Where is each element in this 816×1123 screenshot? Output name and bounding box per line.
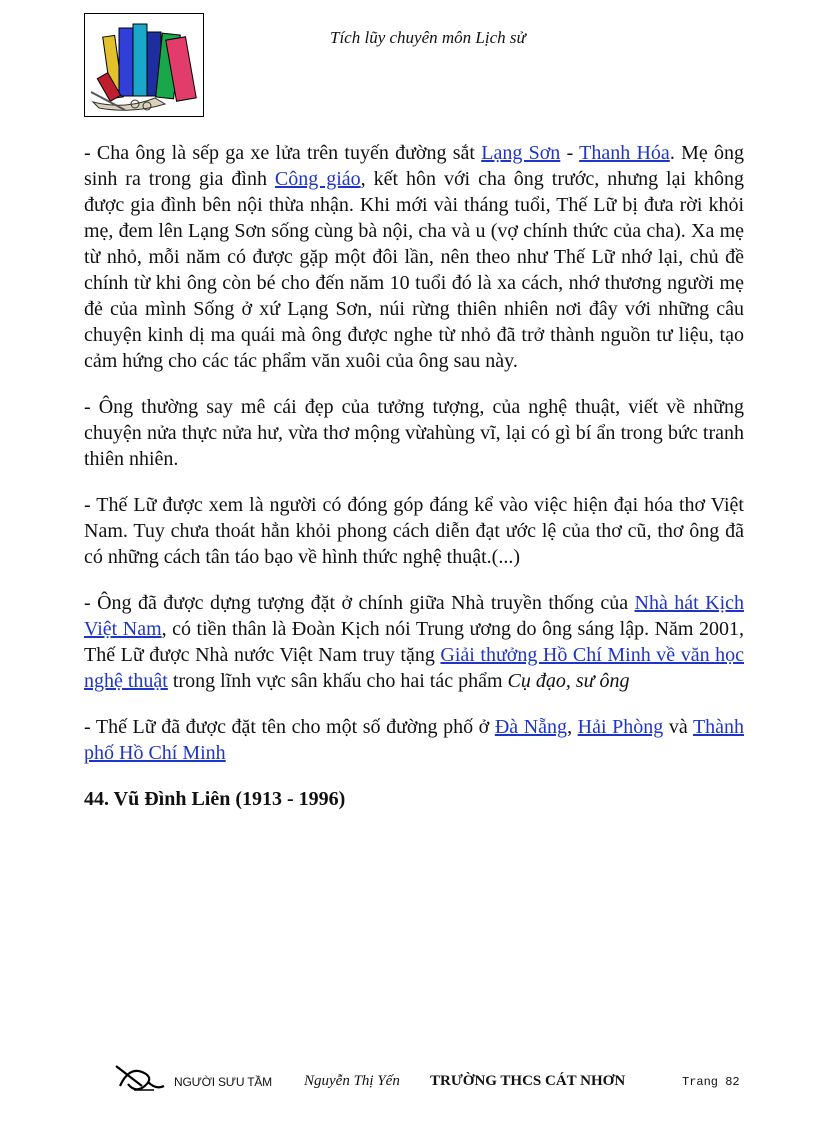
header-title: Tích lũy chuyên môn Lịch sử — [330, 28, 526, 47]
collector-label: NGƯỜI SƯU TẦM — [174, 1075, 272, 1089]
text: và — [663, 716, 693, 738]
text: - Cha ông là sếp ga xe lửa trên tuyến đường sắt — [84, 142, 482, 164]
signature-icon — [112, 1060, 168, 1096]
books-icon — [85, 14, 203, 116]
work-titles: Cụ đạo, sư ông — [507, 670, 630, 692]
text: - — [560, 142, 580, 164]
paragraph-1 — [84, 140, 744, 374]
author-name: Nguyễn Thị Yến — [304, 1073, 400, 1089]
link-nha-hat-kich[interactable]: Nhà hát Kịch Việt Nam — [84, 592, 744, 640]
books-logo — [84, 13, 204, 117]
page-footer — [112, 1060, 752, 1100]
paragraph-4 — [84, 590, 744, 694]
link-cong-giao[interactable]: Công giáo — [274, 168, 361, 190]
link-giai-thuong-hcm[interactable]: Giải thưởng Hồ Chí Minh về văn học nghệ thuật — [84, 644, 744, 692]
text: - Thế Lữ đã được đặt tên cho một số đường phố ở — [84, 716, 495, 738]
paragraph-2: - Ông thường say mê cái đẹp của tưởng tượng, của nghệ thuật, viết về những chuyện nửa thực nửa hư, vừa thơ mộng vừahùng vĩ, lại có gì bí ẩn trong bức tranh thiên nhiên. — [84, 396, 744, 470]
page-number: Trang 82 — [682, 1075, 740, 1089]
text: . Mẹ ông sinh ra trong gia đình — [84, 142, 744, 190]
paragraph-5 — [84, 714, 744, 766]
document-body — [84, 140, 744, 812]
link-tp-hcm[interactable]: Thành phố Hồ Chí Minh — [84, 716, 745, 764]
text: trong lĩnh vực sân khấu cho hai tác phẩm — [167, 670, 508, 692]
school-name: TRƯỜNG THCS CÁT NHƠN — [430, 1073, 626, 1089]
text: , có tiền thân là Đoàn Kịch nói Trung ương do ông sáng lập. Năm 2001, Thế Lữ được Nhà nước Việt Nam truy tặng — [84, 618, 745, 666]
link-hai-phong[interactable]: Hải Phòng — [577, 716, 664, 738]
link-lang-son[interactable]: Lạng Sơn — [481, 142, 561, 164]
text: , — [567, 716, 578, 738]
text: - Ông đã được dựng tượng đặt ở chính giữa Nhà truyền thống của — [84, 592, 635, 614]
section-heading: 44. Vũ Đình Liên (1913 - 1996) — [84, 788, 346, 810]
link-da-nang[interactable]: Đà Nẵng — [494, 716, 568, 738]
text: , kết hôn với cha ông trước, nhưng lại không được gia đình bên nội thừa nhận. Khi mới vài tháng tuổi, Thế Lữ bị đưa rời khỏi mẹ, đem lên Lạng Sơn sống cùng bà nội, cha và u (vợ chính thức của cha). Xa mẹ từ nhỏ, mỗi năm có được gặp một đôi lần, nên theo như Thế Lữ nhớ lại, chủ đề chính từ khi ông còn bé cho đến năm 10 tuổi đó là xa cách, nhớ thương người mẹ đẻ của mình Sống ở xứ Lạng Sơn, núi rừng thiên nhiên nơi đây với những câu chuyện kinh dị ma quái mà ông được nghe từ nhỏ đã trở thành nguồn tư liệu, tạo cảm hứng cho các tác phẩm văn xuôi của ông sau này. — [84, 168, 744, 372]
paragraph-3: - Thế Lữ được xem là người có đóng góp đáng kể vào việc hiện đại hóa thơ Việt Nam. Tuy chưa thoát hẳn khỏi phong cách diễn đạt ước lệ của thơ cũ, thơ ông đã có những cách tân táo bạo về hình thức nghệ thuật.(...) — [84, 494, 744, 568]
link-thanh-hoa[interactable]: Thanh Hóa — [579, 142, 670, 164]
